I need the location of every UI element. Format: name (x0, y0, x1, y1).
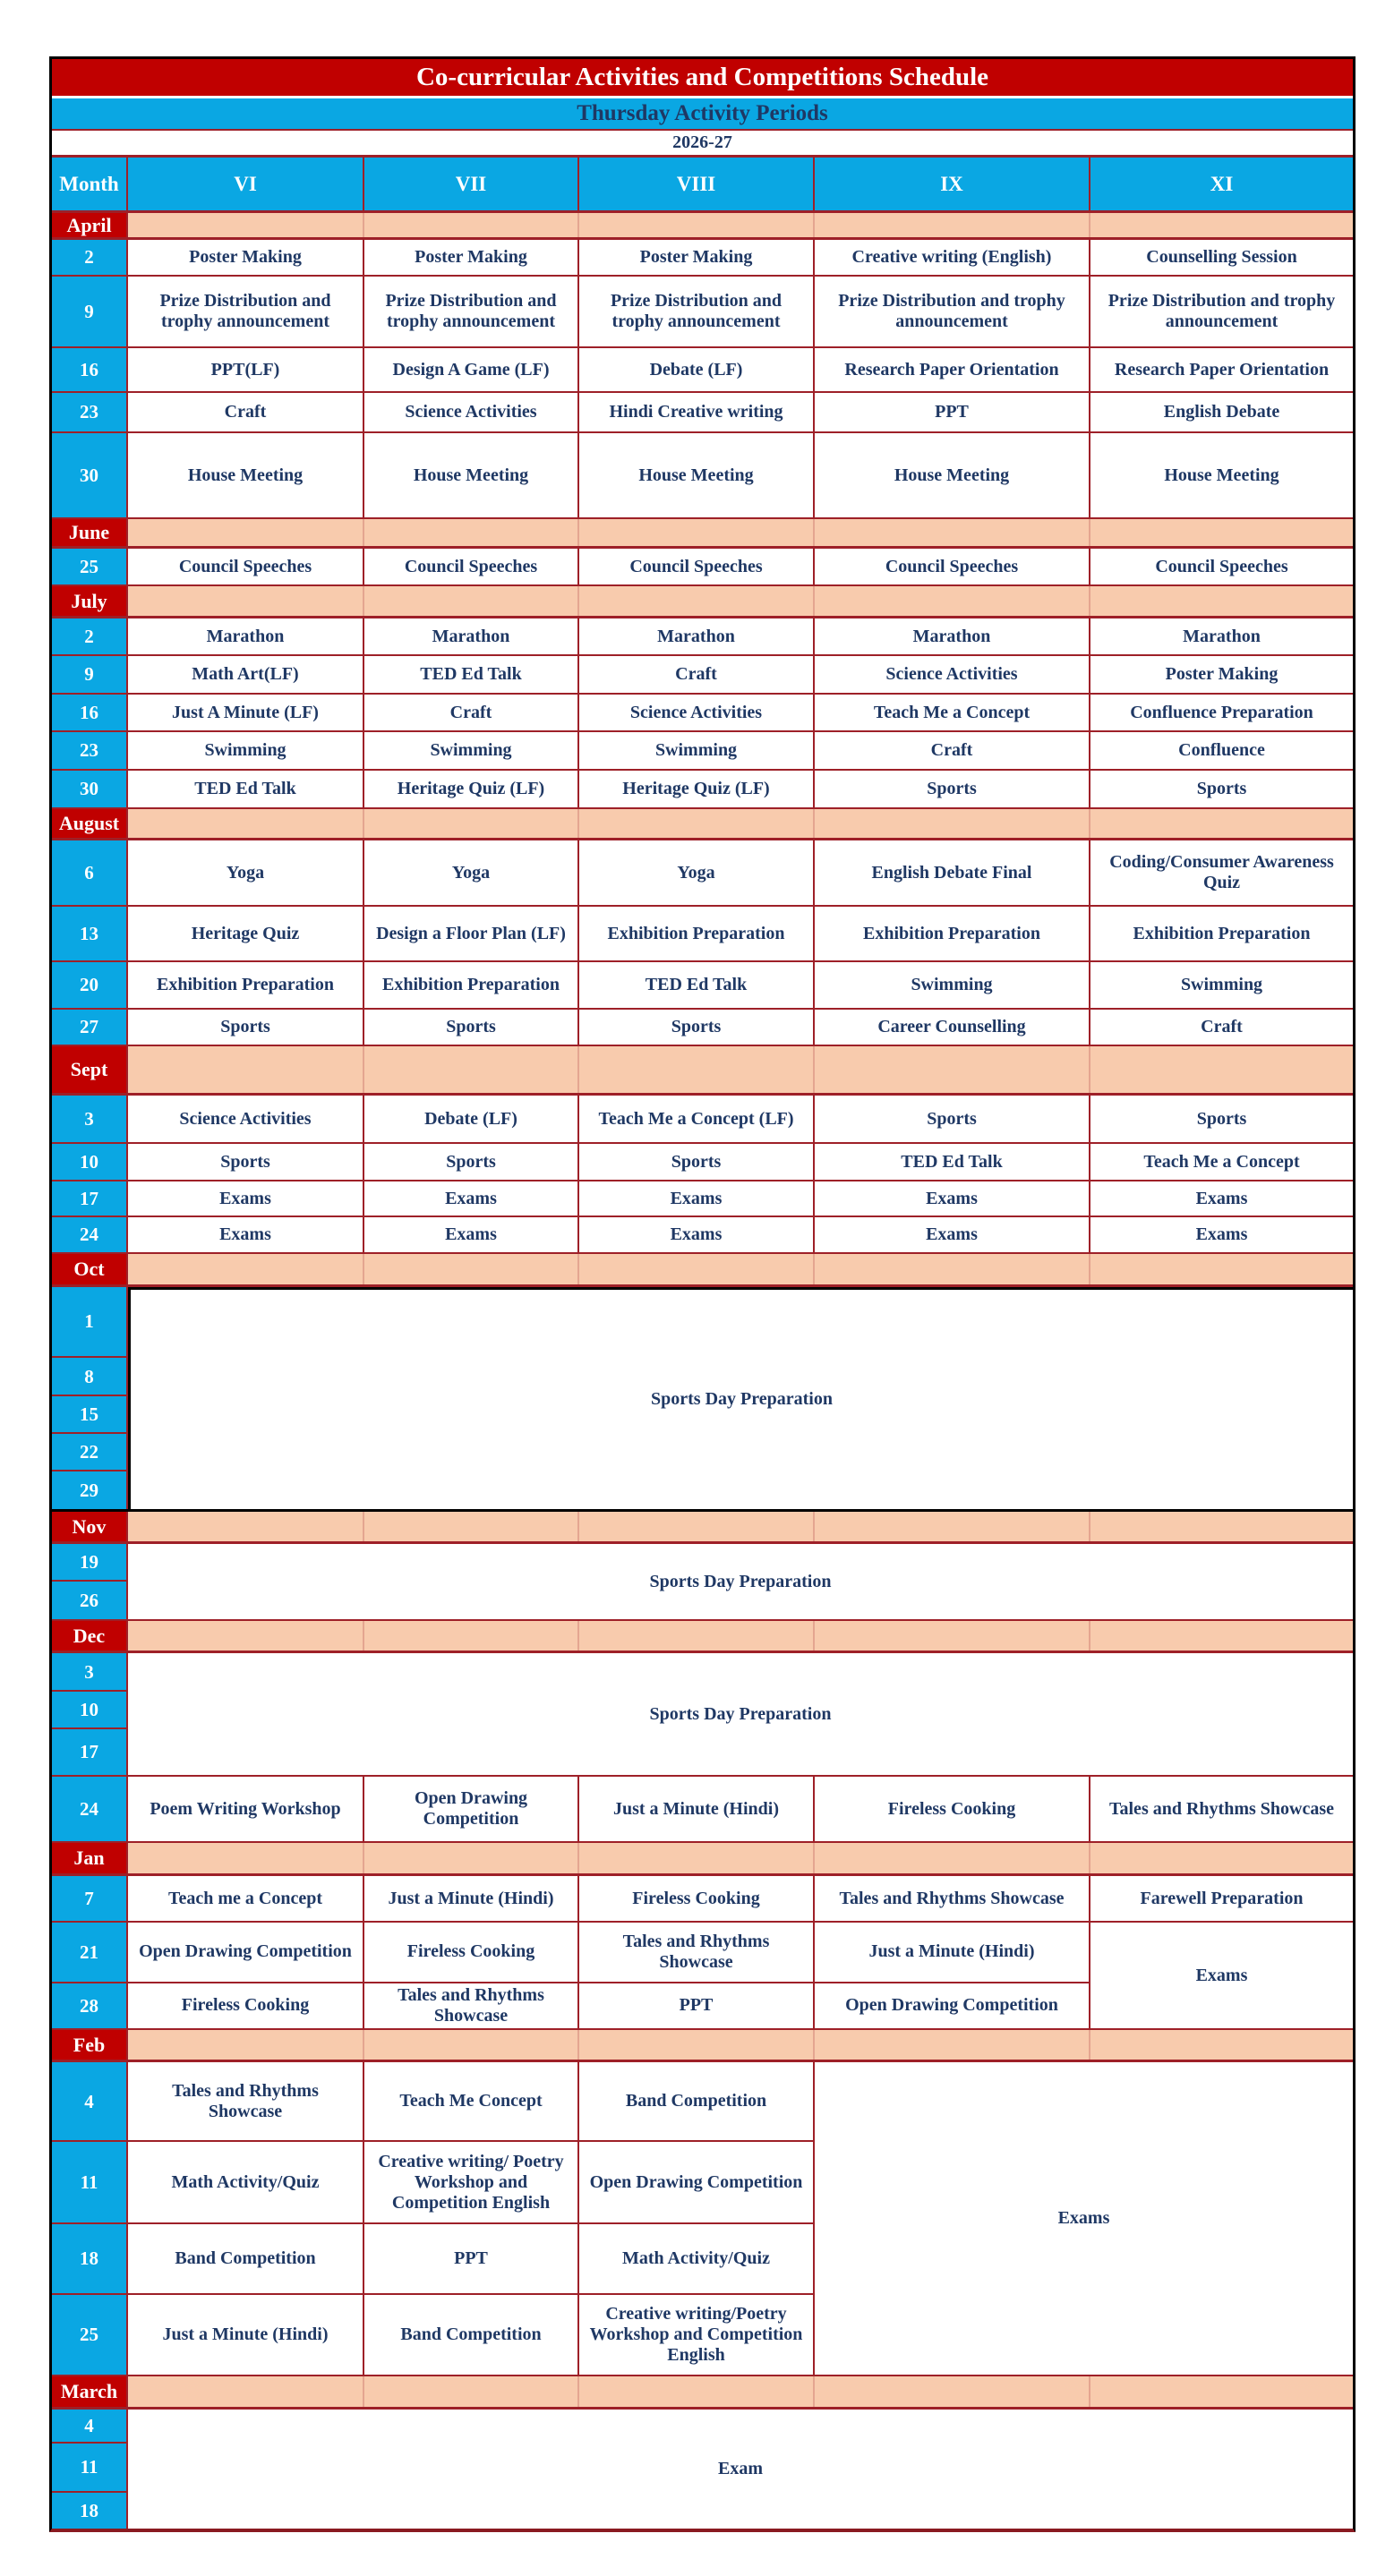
merged-row (52, 1653, 1353, 1777)
activity-cell: Sports (579, 1144, 815, 1180)
activity-cell: Design A Game (LF) (364, 348, 579, 391)
month-band-cell (364, 809, 579, 838)
date-cell: 11 (52, 2142, 128, 2222)
page-title: Co-curricular Activities and Competitions Schedule (52, 59, 1353, 98)
activity-cell: Marathon (1183, 626, 1261, 646)
activity-cell: Poem Writing Workshop (128, 1777, 364, 1841)
activity-cell: TED Ed Talk (364, 656, 579, 693)
date-cell: 15 (52, 1396, 128, 1434)
month-band-cell (815, 213, 1090, 237)
schedule-row (52, 962, 1353, 1010)
date-cell: 24 (52, 1217, 128, 1252)
schedule-row (52, 2224, 815, 2295)
month-band-feb (52, 2030, 1353, 2062)
month-band-cell (364, 1843, 579, 1873)
activity-cell: Tales and Rhythms Showcase (579, 1923, 815, 1982)
activity-cell: Tales and Rhythms Showcase (128, 2062, 364, 2140)
month-band-cell (128, 2376, 364, 2407)
activity-cell: Heritage Quiz (LF) (579, 771, 815, 807)
month-band-cell (815, 2030, 1090, 2060)
date-column (52, 1287, 128, 1509)
merged-row (52, 1287, 1353, 1512)
date-cell: 24 (52, 1777, 128, 1841)
activity-cell: Council Speeches (1155, 556, 1288, 576)
date-cell: 10 (52, 1144, 128, 1180)
schedule-row (52, 2142, 815, 2223)
month-band-cell (579, 2030, 815, 2060)
activity-cell: House Meeting (128, 433, 364, 517)
header-row (52, 158, 1353, 213)
month-label-april: April (52, 213, 128, 237)
month-band-cell (579, 1512, 815, 1541)
activity-cell: Sports (1196, 1108, 1247, 1129)
activity-cell: Just a Minute (Hindi) (128, 2295, 364, 2375)
activity-cell: Marathon (364, 618, 579, 654)
activity-cell: Band Competition (364, 2295, 579, 2375)
schedule-row (52, 1217, 1353, 1254)
month-label-sept: Sept (52, 1046, 128, 1093)
schedule-row (52, 2062, 815, 2142)
schedule-row (52, 1876, 1353, 1923)
header-cell-xi: XI (1090, 158, 1353, 210)
activity-cell: Council Speeches (579, 549, 815, 584)
activity-cell: Swimming (579, 732, 815, 769)
activity-cell: Debate (LF) (364, 1096, 579, 1142)
month-band-cell (1090, 809, 1353, 838)
group-left (52, 1923, 1090, 2028)
month-band-cell (815, 1512, 1090, 1541)
activity-cell: Band Competition (579, 2062, 815, 2140)
activity-cell: Research Paper Orientation (815, 348, 1090, 391)
activity-cell: Exhibition Preparation (128, 962, 364, 1008)
schedule-row (52, 1181, 1353, 1217)
schedule-row (52, 732, 1353, 771)
activity-cell: Counselling Session (1146, 247, 1297, 267)
activity-cell: Tales and Rhythms Showcase (815, 1876, 1090, 1921)
activity-cell: Prize Distribution and trophy announcement (364, 277, 579, 346)
date-cell: 16 (52, 348, 128, 391)
schedule-row (52, 2295, 815, 2375)
month-band-cell (815, 1046, 1090, 1093)
activity-cell: Band Competition (128, 2224, 364, 2293)
activity-cell: Coding/Consumer Awareness Quiz (1109, 852, 1334, 892)
activity-cell: Marathon (815, 618, 1090, 654)
activity-cell: Just A Minute (LF) (128, 695, 364, 730)
date-cell: 17 (52, 1729, 128, 1775)
activity-cell: Exhibition Preparation (815, 907, 1090, 960)
month-band-cell (128, 2030, 364, 2060)
schedule-row (52, 907, 1353, 962)
month-band-nov (52, 1512, 1353, 1544)
date-cell: 9 (52, 656, 128, 693)
activity-cell: Confluence Preparation (1130, 702, 1313, 722)
merged-activity-cell: Exams (1195, 1965, 1248, 1985)
month-band-cell (815, 1843, 1090, 1873)
activity-cell: Heritage Quiz (LF) (364, 771, 579, 807)
month-band-cell (128, 586, 364, 616)
schedule-row (52, 695, 1353, 732)
activity-cell: Open Drawing Competition (364, 1777, 579, 1841)
activity-cell: Tales and Rhythms Showcase (1109, 1798, 1334, 1819)
activity-cell: Swimming (815, 962, 1090, 1008)
activity-cell: Open Drawing Competition (815, 1983, 1090, 2028)
month-band-cell (579, 519, 815, 546)
activity-cell: Yoga (579, 840, 815, 905)
date-cell: 23 (52, 393, 128, 431)
activity-cell: Poster Making (579, 240, 815, 275)
activity-cell: Sports (815, 771, 1090, 807)
date-cell: 8 (52, 1358, 128, 1396)
activity-cell: Confluence (1178, 740, 1265, 760)
month-band-cell (579, 809, 815, 838)
schedule-row (52, 1923, 1090, 1983)
activity-cell: English Debate (1163, 402, 1280, 422)
month-band-cell (579, 1843, 815, 1873)
schedule-row (52, 433, 1353, 519)
group-row (52, 1923, 1353, 2030)
activity-cell: Craft (579, 656, 815, 693)
merged-activity-cell: Sports Day Preparation (649, 1703, 832, 1724)
date-cell: 1 (52, 1287, 128, 1358)
activity-cell: Heritage Quiz (128, 907, 364, 960)
activity-cell: Exams (579, 1181, 815, 1215)
date-cell: 19 (52, 1544, 128, 1582)
activity-cell: Craft (815, 732, 1090, 769)
schedule-row (52, 1096, 1353, 1144)
activity-cell: Exams (1195, 1188, 1248, 1208)
date-cell: 3 (52, 1653, 128, 1692)
activity-cell: Math Art(LF) (128, 656, 364, 693)
month-band-cell (364, 1046, 579, 1093)
activity-cell: Math Activity/Quiz (128, 2142, 364, 2222)
activity-cell: Exams (579, 1217, 815, 1252)
activity-cell: Sports (364, 1144, 579, 1180)
activity-cell: TED Ed Talk (128, 771, 364, 807)
date-cell: 4 (52, 2062, 128, 2140)
activity-cell: Craft (1201, 1017, 1243, 1036)
activity-cell: PPT(LF) (128, 348, 364, 391)
schedule-row (52, 393, 1353, 433)
activity-cell: Council Speeches (364, 549, 579, 584)
activity-cell: Exams (815, 1217, 1090, 1252)
activity-cell: Exams (128, 1181, 364, 1215)
activity-cell: TED Ed Talk (579, 962, 815, 1008)
month-band-cell (1090, 213, 1353, 237)
month-band-march (52, 2376, 1353, 2410)
activity-cell: Prize Distribution and trophy announcement (1108, 291, 1336, 331)
date-cell: 11 (52, 2444, 128, 2493)
schedule-row (52, 1777, 1353, 1843)
month-band-cell (364, 519, 579, 546)
date-cell: 23 (52, 732, 128, 769)
academic-year: 2026-27 (52, 131, 1353, 158)
activity-cell: PPT (579, 1983, 815, 2028)
activity-cell: Exhibition Preparation (1133, 923, 1311, 943)
date-cell: 20 (52, 962, 128, 1008)
activity-cell: Exams (1195, 1224, 1248, 1244)
activity-cell: Science Activities (815, 656, 1090, 693)
activity-cell: Fireless Cooking (815, 1777, 1090, 1841)
activity-cell: Science Activities (579, 695, 815, 730)
month-band-august (52, 809, 1353, 840)
month-band-cell (1090, 1512, 1353, 1541)
activity-cell: Open Drawing Competition (128, 1923, 364, 1982)
month-band-oct (52, 1254, 1353, 1287)
month-band-cell (128, 1512, 364, 1541)
activity-cell: House Meeting (579, 433, 815, 517)
activity-cell: Exams (815, 1181, 1090, 1215)
activity-cell: Math Activity/Quiz (579, 2224, 815, 2293)
activity-cell: PPT (364, 2224, 579, 2293)
schedule-row (52, 656, 1353, 695)
merged-activity-cell: Sports Day Preparation (128, 1287, 1353, 1509)
date-cell: 26 (52, 1582, 128, 1619)
activity-cell: Research Paper Orientation (1114, 359, 1330, 380)
month-label-feb: Feb (52, 2030, 128, 2060)
date-column (52, 2410, 128, 2529)
schedule-row (52, 1983, 1090, 2028)
schedule-body (52, 213, 1353, 2529)
activity-cell: House Meeting (364, 433, 579, 517)
activity-cell: PPT (815, 393, 1090, 431)
activity-cell: Farewell Preparation (1140, 1888, 1304, 1908)
activity-cell: Teach Me a Concept (815, 695, 1090, 730)
month-label-july: July (52, 586, 128, 616)
header-cell-month: Month (52, 158, 128, 210)
schedule-row (52, 277, 1353, 348)
month-band-cell (579, 1254, 815, 1284)
month-band-cell (364, 2030, 579, 2060)
month-label-june: June (52, 519, 128, 546)
date-cell: 2 (52, 618, 128, 654)
activity-cell: Fireless Cooking (128, 1983, 364, 2028)
activity-cell: Creative writing/Poetry Workshop and Competition English (579, 2295, 815, 2375)
date-cell: 25 (52, 2295, 128, 2375)
header-cell-vi: VI (128, 158, 364, 210)
month-band-cell (579, 1046, 815, 1093)
date-column (52, 1653, 128, 1775)
date-cell: 16 (52, 695, 128, 730)
activity-cell: Career Counselling (815, 1010, 1090, 1045)
activity-cell: Hindi Creative writing (579, 393, 815, 431)
month-band-jan (52, 1843, 1353, 1876)
month-band-cell (364, 586, 579, 616)
month-band-cell (815, 1621, 1090, 1651)
month-band-dec (52, 1621, 1353, 1653)
activity-cell: Craft (364, 695, 579, 730)
activity-cell: Sports (128, 1010, 364, 1045)
schedule-row (52, 1144, 1353, 1181)
month-label-nov: Nov (52, 1512, 128, 1541)
activity-cell: Sports (579, 1010, 815, 1045)
date-cell: 18 (52, 2493, 128, 2529)
activity-cell: Poster Making (128, 240, 364, 275)
activity-cell: Just a Minute (Hindi) (815, 1923, 1090, 1982)
date-cell: 3 (52, 1096, 128, 1142)
month-band-cell (815, 2376, 1090, 2407)
month-band-cell (1090, 1843, 1353, 1873)
date-cell: 22 (52, 1434, 128, 1471)
activity-cell: Debate (LF) (579, 348, 815, 391)
activity-cell: Poster Making (1165, 664, 1279, 684)
activity-cell: Swimming (1180, 975, 1263, 994)
month-band-cell (128, 1046, 364, 1093)
activity-cell: Council Speeches (128, 549, 364, 584)
activity-cell: Marathon (579, 618, 815, 654)
activity-cell: Tales and Rhythms Showcase (364, 1983, 579, 2028)
activity-cell: Exhibition Preparation (579, 907, 815, 960)
activity-cell: Science Activities (364, 393, 579, 431)
month-band-cell (1090, 1254, 1353, 1284)
activity-cell: Exams (364, 1181, 579, 1215)
activity-cell: Craft (128, 393, 364, 431)
date-cell: 13 (52, 907, 128, 960)
month-band-cell (128, 213, 364, 237)
month-band-sept (52, 1046, 1353, 1096)
activity-cell: Sports (1196, 779, 1247, 798)
date-cell: 9 (52, 277, 128, 346)
activity-cell: House Meeting (1164, 465, 1279, 485)
activity-cell: Prize Distribution and trophy announcement (579, 277, 815, 346)
group-row (52, 2062, 1353, 2376)
month-band-cell (128, 809, 364, 838)
month-band-cell (364, 1254, 579, 1284)
month-band-cell (128, 1621, 364, 1651)
activity-cell: English Debate Final (815, 840, 1090, 905)
date-cell: 4 (52, 2410, 128, 2444)
month-band-cell (364, 2376, 579, 2407)
month-band-cell (815, 586, 1090, 616)
activity-cell: Sports (815, 1096, 1090, 1142)
activity-cell: Yoga (128, 840, 364, 905)
date-column (52, 1544, 128, 1619)
month-band-cell (364, 1512, 579, 1541)
activity-cell: Open Drawing Competition (579, 2142, 815, 2222)
month-band-cell (1090, 2376, 1353, 2407)
activity-cell: Yoga (364, 840, 579, 905)
date-cell: 28 (52, 1983, 128, 2028)
month-band-cell (815, 519, 1090, 546)
activity-cell: Council Speeches (815, 549, 1090, 584)
activity-cell: Teach Me a Concept (1143, 1151, 1300, 1172)
month-band-june (52, 519, 1353, 549)
month-band-cell (815, 1254, 1090, 1284)
activity-cell: Design a Floor Plan (LF) (364, 907, 579, 960)
date-cell: 7 (52, 1876, 128, 1921)
month-band-cell (128, 1843, 364, 1873)
month-band-cell (1090, 586, 1353, 616)
schedule-row (52, 1010, 1353, 1046)
date-cell: 10 (52, 1692, 128, 1728)
month-band-cell (1090, 1046, 1353, 1093)
month-band-cell (1090, 519, 1353, 546)
date-cell: 2 (52, 240, 128, 275)
schedule-row (52, 549, 1353, 586)
month-band-cell (579, 586, 815, 616)
activity-cell: Just a Minute (Hindi) (364, 1876, 579, 1921)
activity-cell: Teach Me Concept (364, 2062, 579, 2140)
subtitle: Thursday Activity Periods (52, 98, 1353, 131)
month-band-cell (364, 213, 579, 237)
activity-cell: Teach Me a Concept (LF) (579, 1096, 815, 1142)
month-band-cell (1090, 1621, 1353, 1651)
schedule-row (52, 771, 1353, 809)
month-band-cell (579, 1621, 815, 1651)
month-band-cell (815, 809, 1090, 838)
activity-cell: Exams (128, 1217, 364, 1252)
date-cell: 17 (52, 1181, 128, 1215)
activity-cell: Prize Distribution and trophy announcement (815, 277, 1090, 346)
activity-cell: Just a Minute (Hindi) (579, 1777, 815, 1841)
month-band-july (52, 586, 1353, 618)
activity-cell: Teach me a Concept (128, 1876, 364, 1921)
activity-cell: Fireless Cooking (579, 1876, 815, 1921)
activity-cell: Fireless Cooking (364, 1923, 579, 1982)
activity-cell: Exhibition Preparation (364, 962, 579, 1008)
header-cell-ix: IX (815, 158, 1090, 210)
merged-activity-cell: Sports Day Preparation (649, 1571, 832, 1591)
month-label-jan: Jan (52, 1843, 128, 1873)
schedule-row (52, 840, 1353, 907)
month-band-cell (1090, 2030, 1353, 2060)
activity-cell: TED Ed Talk (815, 1144, 1090, 1180)
month-label-march: March (52, 2376, 128, 2407)
activity-cell: Creative writing/ Poetry Workshop and Competition English (364, 2142, 579, 2222)
date-cell: 27 (52, 1010, 128, 1045)
month-band-cell (364, 1621, 579, 1651)
merged-activity-cell: Exams (1057, 2208, 1110, 2228)
activity-cell: Science Activities (128, 1096, 364, 1142)
header-cell-vii: VII (364, 158, 579, 210)
month-band-april (52, 213, 1353, 240)
date-cell: 25 (52, 549, 128, 584)
activity-cell: Sports (364, 1010, 579, 1045)
month-label-dec: Dec (52, 1621, 128, 1651)
date-cell: 21 (52, 1923, 128, 1982)
date-cell: 29 (52, 1471, 128, 1509)
activity-cell: Sports (128, 1144, 364, 1180)
schedule-row (52, 240, 1353, 277)
date-cell: 18 (52, 2224, 128, 2293)
date-cell: 6 (52, 840, 128, 905)
activity-cell: House Meeting (815, 433, 1090, 517)
schedule-row (52, 348, 1353, 393)
activity-cell: Exams (364, 1217, 579, 1252)
schedule-row (52, 618, 1353, 656)
month-band-cell (579, 213, 815, 237)
header-cell-viii: VIII (579, 158, 815, 210)
merged-row (52, 2410, 1353, 2529)
date-cell: 30 (52, 771, 128, 807)
month-band-cell (128, 519, 364, 546)
group-left (52, 2062, 815, 2375)
date-cell: 30 (52, 433, 128, 517)
activity-cell: Creative writing (English) (815, 240, 1090, 275)
month-label-oct: Oct (52, 1254, 128, 1284)
month-band-cell (128, 1254, 364, 1284)
activity-cell: Swimming (364, 732, 579, 769)
month-label-august: August (52, 809, 128, 838)
schedule-table (49, 56, 1356, 2532)
month-band-cell (579, 2376, 815, 2407)
activity-cell: Poster Making (364, 240, 579, 275)
activity-cell: Prize Distribution and trophy announcement (128, 277, 364, 346)
activity-cell: Marathon (128, 618, 364, 654)
activity-cell: Swimming (128, 732, 364, 769)
merged-row (52, 1544, 1353, 1621)
merged-activity-cell: Exam (718, 2459, 763, 2478)
